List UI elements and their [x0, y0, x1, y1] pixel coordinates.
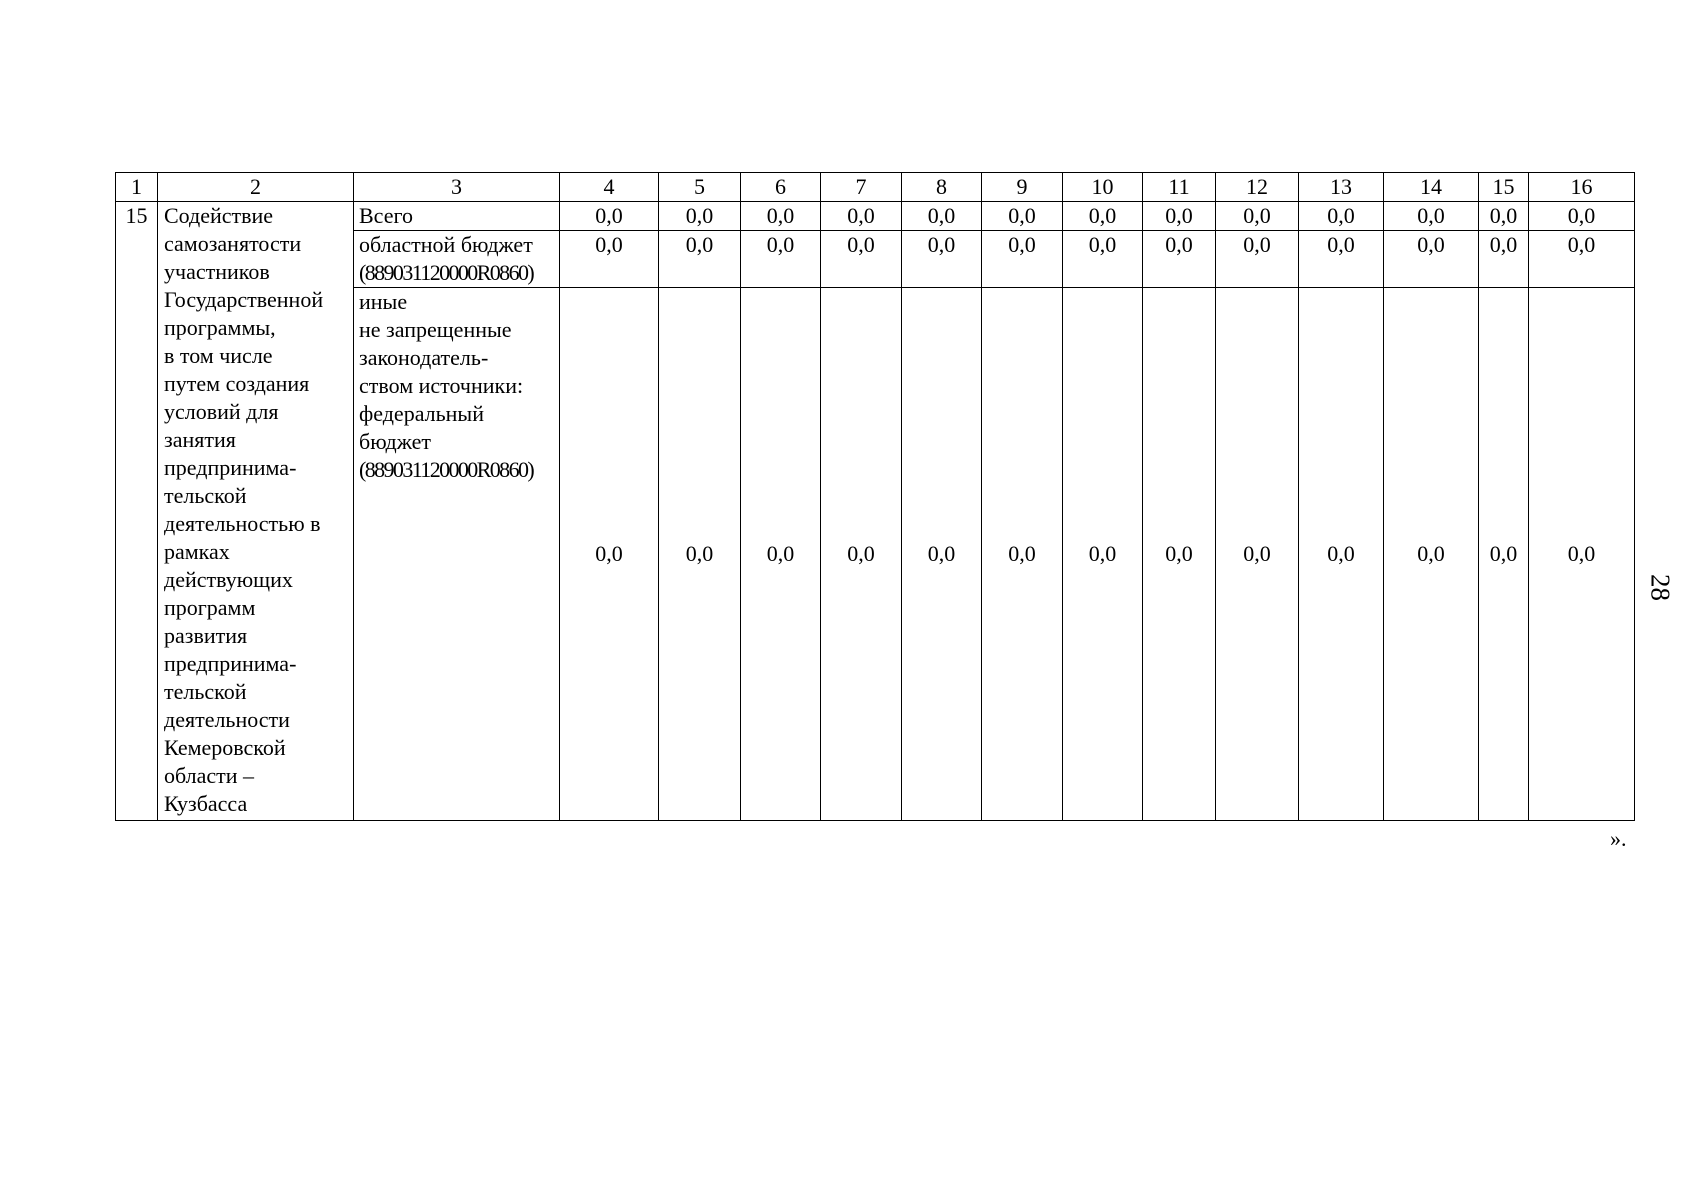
funding-source-cell [354, 288, 560, 821]
budget-code: (889031120000R0860) [359, 457, 534, 482]
value-cell: 0,0 [659, 288, 741, 821]
header-cell: 6 [741, 173, 821, 202]
value-cell: 0,0 [1299, 202, 1384, 231]
value-cell: 0,0 [821, 288, 902, 821]
header-cell: 3 [354, 173, 560, 202]
value-cell: 0,0 [1143, 288, 1216, 821]
value-cell: 0,0 [1529, 231, 1635, 288]
value-cell: 0,0 [1384, 202, 1479, 231]
value-cell: 0,0 [1384, 231, 1479, 288]
value-cell: 0,0 [741, 202, 821, 231]
funding-source-cell [354, 202, 560, 231]
budget-table [115, 172, 1635, 821]
value-cell: 0,0 [821, 231, 902, 288]
header-cell: 7 [821, 173, 902, 202]
value-cell: 0,0 [982, 231, 1063, 288]
value-cell: 0,0 [1216, 288, 1299, 821]
value-cell: 0,0 [1529, 288, 1635, 821]
funding-source-label: иные не запрещенные законодатель- ством источники: федеральный бюджет [359, 289, 524, 454]
header-row [116, 173, 1635, 202]
value-cell: 0,0 [1143, 231, 1216, 288]
value-cell: 0,0 [1216, 231, 1299, 288]
header-cell: 10 [1063, 173, 1143, 202]
funding-source-label: областной бюджет [359, 232, 533, 257]
value-cell: 0,0 [1216, 202, 1299, 231]
funding-source-cell [354, 231, 560, 288]
header-cell: 4 [560, 173, 659, 202]
value-cell: 0,0 [659, 202, 741, 231]
value-cell: 0,0 [1384, 288, 1479, 821]
header-cell: 16 [1529, 173, 1635, 202]
value-cell: 0,0 [1063, 202, 1143, 231]
row-number-cell: 15 [116, 202, 158, 821]
closing-quote-mark: ». [1610, 826, 1627, 851]
measure-description-cell: Содействие самозанятости участников Государственной программы, в том числе путем создания условий для занятия предпринима- тельской деятельностью в рамках действующих программ развития предпринима- тельской деятельности Кемеровской области – Кузбасса [158, 202, 354, 821]
value-cell: 0,0 [560, 288, 659, 821]
value-cell: 0,0 [1143, 202, 1216, 231]
value-cell: 0,0 [982, 288, 1063, 821]
header-cell: 11 [1143, 173, 1216, 202]
header-cell: 8 [902, 173, 982, 202]
value-cell: 0,0 [659, 231, 741, 288]
header-cell: 12 [1216, 173, 1299, 202]
value-cell: 0,0 [1299, 231, 1384, 288]
value-cell: 0,0 [1299, 288, 1384, 821]
value-cell: 0,0 [1479, 288, 1529, 821]
value-cell: 0,0 [902, 231, 982, 288]
value-cell: 0,0 [982, 202, 1063, 231]
page-number: 28 [1645, 574, 1676, 601]
header-cell: 14 [1384, 173, 1479, 202]
value-cell: 0,0 [560, 231, 659, 288]
value-cell: 0,0 [902, 202, 982, 231]
header-cell: 2 [158, 173, 354, 202]
value-cell: 0,0 [560, 202, 659, 231]
header-cell: 1 [116, 173, 158, 202]
value-cell: 0,0 [902, 288, 982, 821]
header-cell: 5 [659, 173, 741, 202]
header-cell: 13 [1299, 173, 1384, 202]
value-cell: 0,0 [1479, 202, 1529, 231]
value-cell: 0,0 [1063, 288, 1143, 821]
value-cell: 0,0 [1063, 231, 1143, 288]
value-cell: 0,0 [741, 231, 821, 288]
value-cell: 0,0 [821, 202, 902, 231]
value-cell: 0,0 [1479, 231, 1529, 288]
budget-code: (889031120000R0860) [359, 260, 534, 285]
header-cell: 15 [1479, 173, 1529, 202]
value-cell: 0,0 [1529, 202, 1635, 231]
value-cell: 0,0 [741, 288, 821, 821]
header-cell: 9 [982, 173, 1063, 202]
funding-source-label: Всего [359, 203, 413, 228]
table-row [116, 202, 1635, 231]
